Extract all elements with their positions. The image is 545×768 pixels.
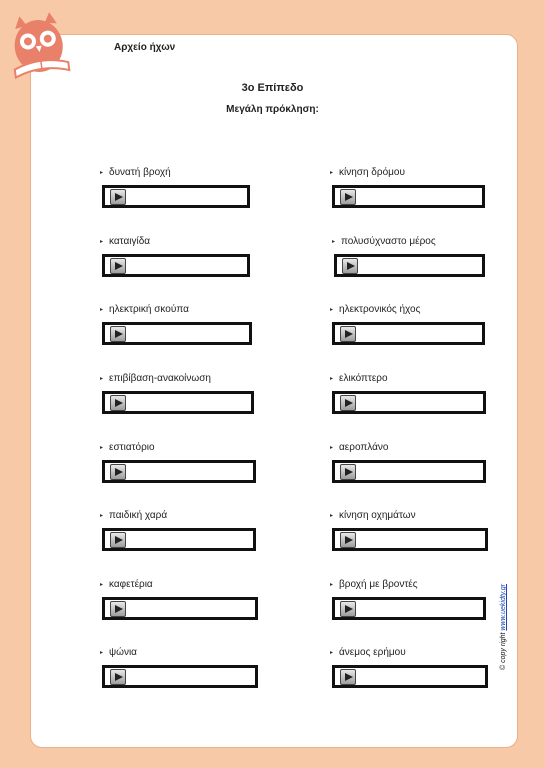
sound-label: ελικόπτερο — [339, 373, 388, 384]
sound-label: ψώνια — [109, 647, 137, 658]
audio-player[interactable] — [102, 185, 250, 208]
bullet-icon: ▸ — [330, 649, 334, 656]
audio-player[interactable] — [102, 391, 254, 414]
sound-label: παιδική χαρά — [109, 510, 168, 521]
audio-player[interactable] — [102, 528, 256, 551]
bullet-icon: ▸ — [100, 512, 104, 519]
bullet-icon: ▸ — [100, 169, 104, 176]
bullet-icon: ▸ — [330, 169, 334, 176]
audio-player[interactable] — [102, 460, 256, 483]
level-title: 3ο Επίπεδο — [241, 82, 304, 94]
audio-player[interactable] — [332, 665, 488, 688]
bullet-icon: ▸ — [332, 238, 336, 245]
play-icon[interactable] — [110, 395, 126, 411]
play-icon[interactable] — [340, 464, 356, 480]
bullet-icon: ▸ — [100, 581, 104, 588]
sound-label: καφετέρια — [109, 579, 153, 590]
play-icon[interactable] — [340, 669, 356, 685]
audio-player[interactable] — [102, 254, 250, 277]
copyright-link[interactable]: www.uekidty.gr — [500, 584, 507, 631]
audio-player[interactable] — [332, 460, 486, 483]
sound-label: επιβίβαση-ανακοίνωση — [109, 373, 211, 384]
bullet-icon: ▸ — [330, 306, 334, 313]
copyright-text: © copy right — [500, 632, 507, 670]
audio-player[interactable] — [332, 322, 485, 345]
header-title: Αρχείο ήχων — [114, 42, 176, 53]
play-icon[interactable] — [340, 326, 356, 342]
bullet-icon: ▸ — [100, 444, 104, 451]
audio-player[interactable] — [332, 391, 486, 414]
play-icon[interactable] — [110, 601, 126, 617]
bullet-icon: ▸ — [330, 512, 334, 519]
play-icon[interactable] — [342, 258, 358, 274]
play-icon[interactable] — [110, 464, 126, 480]
audio-player[interactable] — [334, 254, 485, 277]
sound-label: ηλεκτρική σκούπα — [109, 304, 189, 315]
bullet-icon: ▸ — [330, 581, 334, 588]
sound-label: ηλεκτρονικός ήχος — [339, 304, 421, 315]
challenge-subtitle: Μεγάλη πρόκληση: — [226, 104, 319, 115]
sound-label: εστιατόριο — [109, 442, 155, 453]
play-icon[interactable] — [110, 326, 126, 342]
play-icon[interactable] — [340, 601, 356, 617]
audio-player[interactable] — [102, 597, 258, 620]
audio-player[interactable] — [332, 185, 485, 208]
audio-player[interactable] — [102, 665, 258, 688]
bullet-icon: ▸ — [330, 444, 334, 451]
sound-label: καταιγίδα — [109, 236, 151, 247]
bullet-icon: ▸ — [100, 649, 104, 656]
sound-label: άνεμος ερήμου — [339, 647, 406, 658]
play-icon[interactable] — [110, 669, 126, 685]
play-icon[interactable] — [110, 532, 126, 548]
play-icon[interactable] — [340, 189, 356, 205]
sound-label: βροχή με βροντές — [339, 579, 418, 590]
sound-label: πολυσύχναστο μέρος — [341, 236, 436, 247]
sound-label: κίνηση οχημάτων — [339, 510, 416, 521]
bullet-icon: ▸ — [100, 375, 104, 382]
audio-player[interactable] — [332, 597, 486, 620]
bullet-icon: ▸ — [100, 306, 104, 313]
owl-logo — [6, 12, 72, 84]
audio-player[interactable] — [102, 322, 252, 345]
audio-player[interactable] — [332, 528, 488, 551]
play-icon[interactable] — [110, 258, 126, 274]
copyright-notice — [500, 470, 507, 670]
play-icon[interactable] — [340, 395, 356, 411]
bullet-icon: ▸ — [330, 375, 334, 382]
bullet-icon: ▸ — [100, 238, 104, 245]
play-icon[interactable] — [340, 532, 356, 548]
play-icon[interactable] — [110, 189, 126, 205]
sound-label: αεροπλάνο — [339, 442, 389, 453]
sound-label: κίνηση δρόμου — [339, 167, 405, 178]
sound-label: δυνατή βροχή — [109, 167, 171, 178]
